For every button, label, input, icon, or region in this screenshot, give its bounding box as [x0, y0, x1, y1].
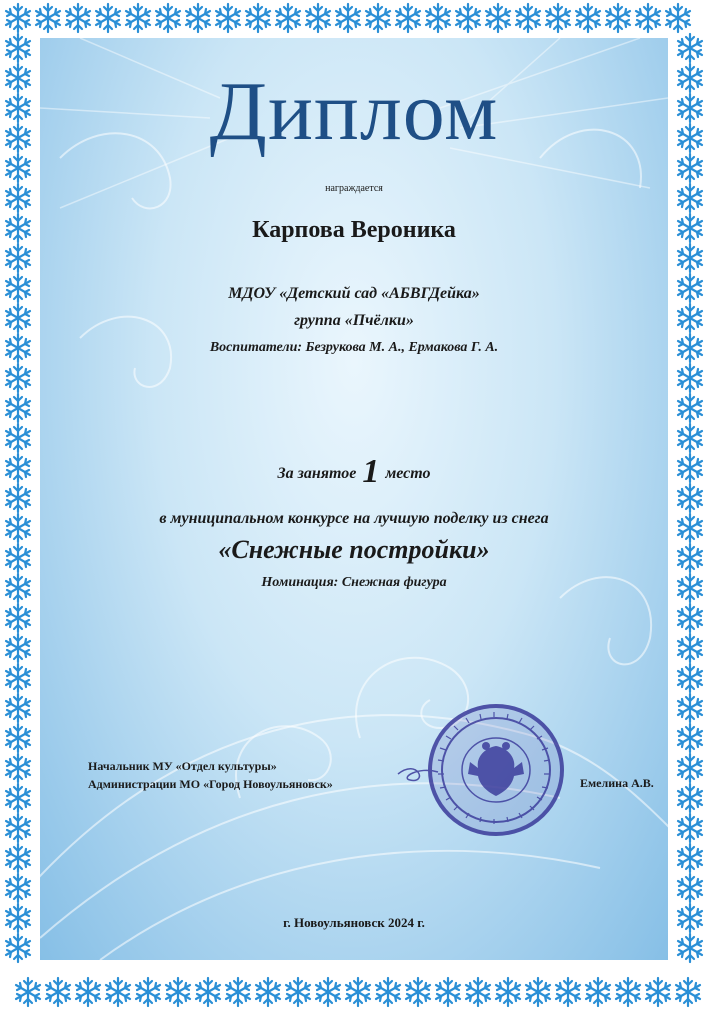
contest-name: «Снежные постройки» — [218, 535, 490, 564]
footer-city-year: г. Новоульяновск 2024 г. — [283, 915, 425, 930]
place-suffix: место — [385, 465, 431, 482]
contest-description: в муниципальном конкурсе на лучшую поделку из снега — [159, 510, 549, 527]
recipient-name: Карпова Вероника — [252, 217, 456, 243]
place-line — [0, 452, 708, 494]
awarded-label: награждается — [325, 183, 383, 194]
signer-position — [88, 757, 333, 793]
signer-position-line1: Начальник МУ «Отдел культуры» — [88, 759, 277, 773]
signer-name: Емелина А.В. — [580, 776, 654, 790]
teachers: Воспитатели: Безрукова М. А., Ермакова Г. А. — [209, 340, 499, 355]
organization: МДОУ «Детский сад «АБВГДейка» — [228, 285, 480, 302]
signer-position-line2: Администрации МО «Город Новоульяновск» — [88, 777, 333, 791]
official-seal-icon — [388, 688, 578, 858]
group-name: группа «Пчёлки» — [294, 312, 414, 329]
diploma-title: Диплом — [209, 65, 499, 158]
nomination: Номинация: Снежная фигура — [261, 575, 447, 590]
place-number: 1 — [362, 453, 380, 490]
place-prefix: За занятое — [277, 465, 357, 482]
